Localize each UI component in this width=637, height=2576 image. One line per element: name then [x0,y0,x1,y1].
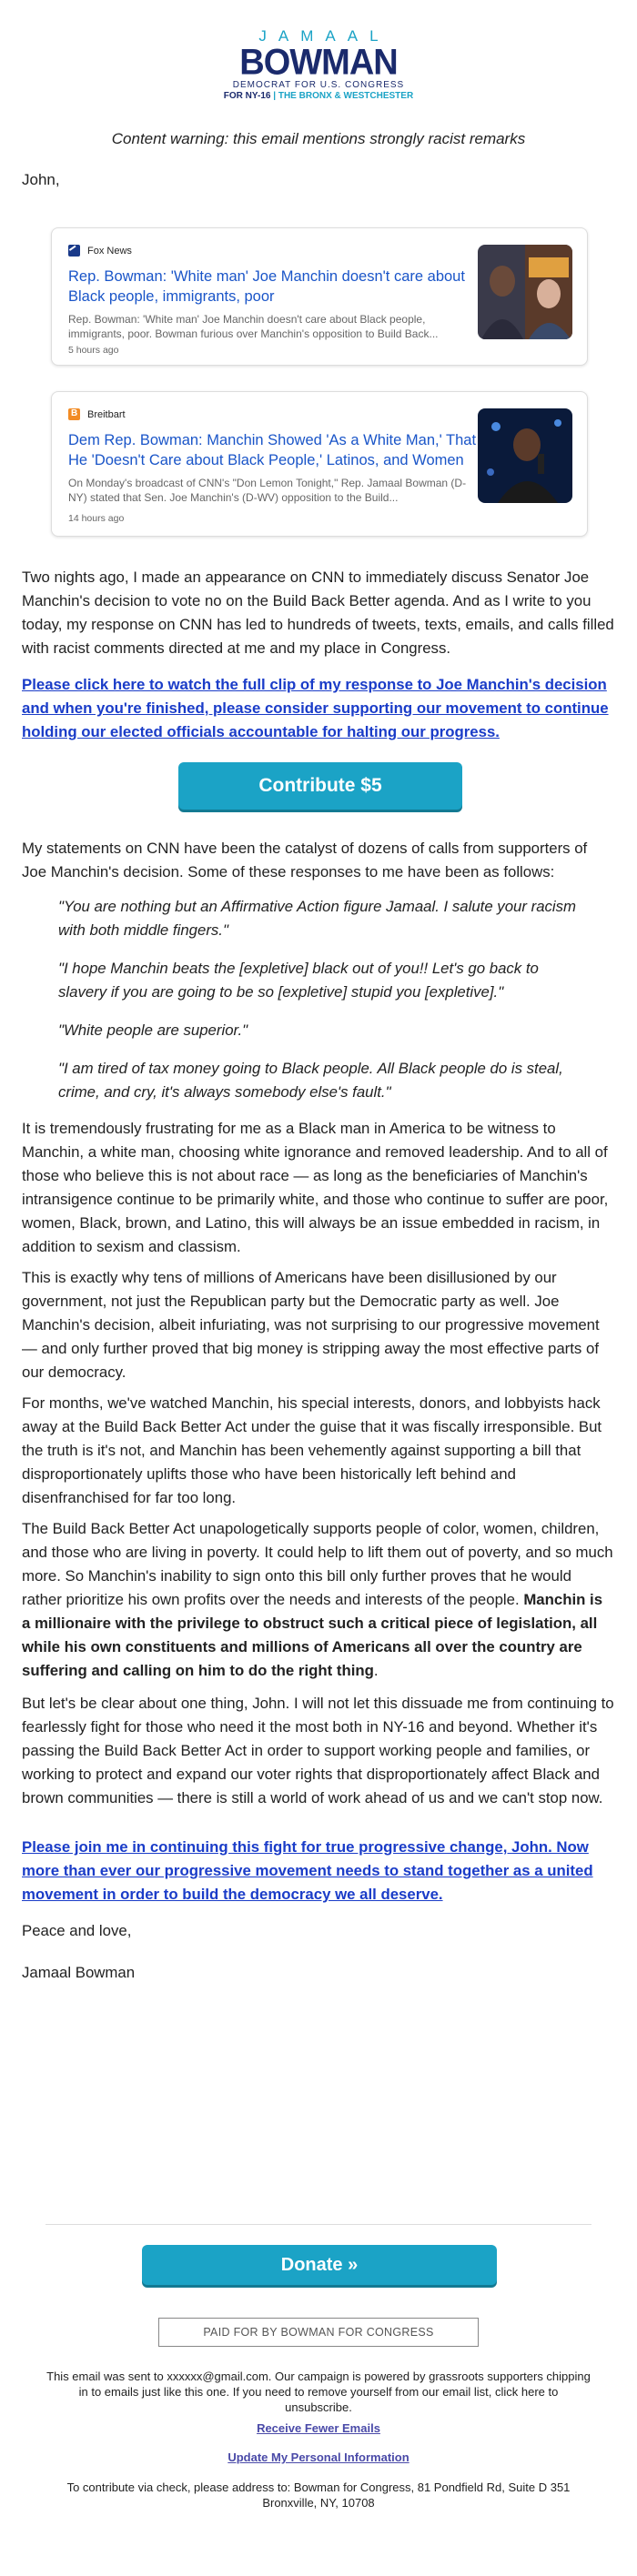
logo-last-name: BOWMAN [239,42,398,84]
campaign-logo [0,27,637,102]
receive-fewer-emails-link[interactable]: Receive Fewer Emails [257,2421,380,2435]
card-thumbnail [478,245,572,339]
logo-district-b: | THE BRONX & WESTCHESTER [273,91,414,101]
update-info-link[interactable]: Update My Personal Information [228,2450,410,2464]
card-thumbnail [478,408,572,503]
news-card-breitbart[interactable] [51,391,588,537]
footer-divider [46,2224,592,2225]
card-headline[interactable]: Rep. Bowman: 'White man' Joe Manchin doesn't care about Black people, immigrants, poor [68,268,465,305]
fox-news-icon [68,245,80,257]
content-warning: Content warning: this email mentions strongly racist remarks [111,130,526,147]
card-source-label: Fox News [87,245,132,257]
paragraph-2: My statements on CNN have been the catalyst of dozens of calls from supporters of Joe Manchin's decision. Some of these responses to me have been as follows: [22,840,588,880]
logo-subtitle: DEMOCRAT FOR U.S. CONGRESS [232,80,405,90]
paragraph-1: Two nights ago, I made an appearance on CNN to immediately discuss Senator Joe Manchin's decision to vote no on the Build Back Better agenda. And as I write to you today, my response on CNN has led to hundreds of tweets, texts, emails, and calls filled with racist comments directed at me and my place in Congress. [22,569,614,657]
card-source-label: Breitbart [87,408,126,420]
greeting: John, [22,171,60,188]
watch-clip-link[interactable]: Please click here to watch the full clip of my response to Joe Manchin's decision and when you're finished, please consider supporting our movement to continue holding our elected officials accountable for halting our progress. [22,676,609,740]
contribute-button[interactable]: Contribute $5 [178,762,462,810]
quote-3: "White people are superior." [58,1021,248,1039]
breitbart-icon [68,408,80,420]
news-photo-icon [478,408,572,503]
logo-district [0,91,637,102]
paragraph-4: This is exactly why tens of millions of Americans have been disillusioned by our government, not just the Republican party but the Democratic party as well. Joe Manchin's decision, albeit infuriating, was not surprising to our progressive movement — and only further proved that big money is stripping away the most effective parts of our democracy. [22,1269,600,1381]
join-fight-link[interactable]: Please join me in continuing this fight for true progressive change, John. Now more than ever our progressive movement needs to stand together as a united movement in order to build the democracy we all deserve. [22,1838,593,1903]
paragraph-6-text: The Build Back Better Act unapologetically supports people of color, women, children, and those who are living in poverty. It could help to lift them out of poverty, and so much more. So Manchin's inability to sign onto this bill only further proves that he would rather prioritize his own profits over the needs and interests of the people. [22,1520,613,1608]
news-card-fox[interactable] [51,227,588,366]
news-photo-icon [478,245,572,339]
signoff: Peace and love, [22,1922,132,1939]
donate-button[interactable]: Donate » [142,2245,497,2285]
card-time: 5 hours ago [68,345,119,356]
paragraph-5: For months, we've watched Manchin, his special interests, donors, and lobbyists hack away at the Build Back Better Act under the guise that it was fiscally irresponsible. But the truth is it's not, and Manchin has been vehemently against supporting a bill that disproportionately uplifts those who have been historically left behind and disenfranchised for far too long. [22,1394,602,1506]
card-headline[interactable]: Dem Rep. Bowman: Manchin Showed 'As a White Man,' That He 'Doesn't Care about Black People,' Latinos, and Women [68,432,477,468]
logo-first-name: JAMAAL [258,27,390,45]
paragraph-6-end: . [373,1662,379,1679]
logo-district-a: FOR NY-16 [223,91,271,101]
paragraph-6-bold: Manchin is a millionaire with the privilege to obstruct such a critical piece of legislation, all while his own constituents and millions of Americans all over the country are suffering and calling on him to do the right thing [22,1591,603,1679]
card-source [68,408,126,420]
paragraph-7: But let's be clear about one thing, John. I will not let this dissuade me from continuing to fearlessly fight for those who need it the most both in NY-16 and beyond. Whether it's passing the Build Back Better Act in order to support working people and families, or working to protect and expand our voter rights that disproportionately affect Black and brown communities — there is still a world of work ahead of us and we can't stop now. [22,1695,614,1806]
quote-2: "I hope Manchin beats the [expletive] black out of you!! Let's go back to slavery if you are going to be so [expletive] stupid you [expletive]." [58,960,539,1001]
paragraph-3: It is tremendously frustrating for me as a Black man in America to be witness to Manchin, a white man, choosing white ignorance and removed leadership. And to all of those who believe this is not about race — as long as the beneficiaries of Manchin's intransigence continue to be primarily white, and those who continue to suffer are poor, women, Black, brown, and Latino, this will always be an issue embedded in racism, in addition to sexism and classism. [22,1120,609,1255]
card-time: 14 hours ago [68,513,125,524]
paragraph-6 [22,1517,615,1683]
card-snippet: Rep. Bowman: 'White man' Joe Manchin doesn't care about Black people, immigrants, poor. Bowman furious over Manchin's opposition to Build Back... [68,313,439,340]
card-source [68,245,132,257]
quote-4: "I am tired of tax money going to Black people. All Black people do is steal, crime, and cry, it's always somebody else's fault." [58,1060,563,1101]
quote-1: "You are nothing but an Affirmative Action figure Jamaal. I salute your racism with both middle fingers." [58,898,577,939]
footer-notice: This email was sent to xxxxxx@gmail.com. Our campaign is powered by grassroots supporters chipping in to emails just like this one. If you need to remove yourself from our email list, click here to unsubscribe. [46,2370,591,2414]
signature: Jamaal Bowman [22,1964,136,1981]
card-snippet: On Monday's broadcast of CNN's "Don Lemon Tonight," Rep. Jamaal Bowman (D-NY) stated that Sen. Joe Manchin's (D-WV) opposition to the Build... [68,477,467,504]
footer-address: To contribute via check, please address to: Bowman for Congress, 81 Pondfield Rd, Suite D 351 Bronxville, NY, 10708 [66,2480,571,2510]
paid-for-box: PAID FOR BY BOWMAN FOR CONGRESS [158,2318,479,2347]
